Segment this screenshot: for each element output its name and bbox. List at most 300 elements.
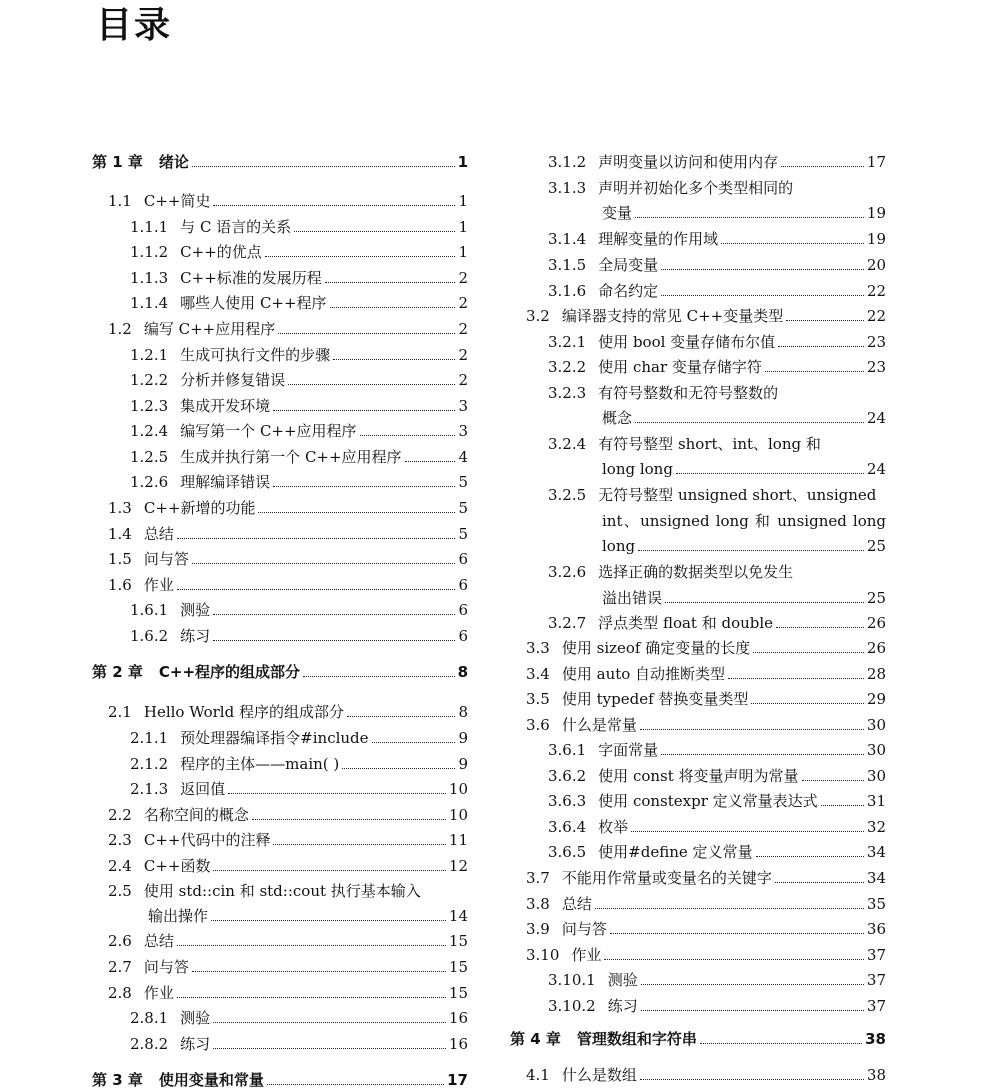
toc-page-number: 36	[866, 920, 886, 938]
toc-number: 1.6	[108, 576, 132, 594]
toc-number: 3.2.7	[548, 614, 587, 632]
toc-page-number: 12	[448, 857, 468, 875]
toc-title: 作业	[143, 576, 174, 594]
toc-number: 3.3	[526, 639, 550, 657]
toc-number: 1.5	[108, 550, 132, 568]
toc-number: 3.10	[526, 946, 560, 964]
toc-number: 1.6.1	[130, 601, 169, 619]
toc-page-number: 22	[866, 307, 886, 325]
toc-title: 使用变量和常量	[158, 1071, 264, 1089]
toc-entry-continuation[interactable]	[602, 460, 886, 478]
toc-title: 哪些人使用 C++程序	[180, 294, 327, 312]
dot-leader	[638, 550, 864, 551]
dot-leader	[177, 538, 456, 539]
toc-page-number: 2	[458, 371, 468, 389]
toc-entry-section[interactable]	[108, 857, 468, 875]
toc-title: 使用 char 变量存储字符	[598, 358, 762, 376]
toc-entry-sub[interactable]	[548, 179, 793, 197]
toc-title: 声明并初始化多个类型相同的	[598, 179, 794, 197]
toc-entry-sub[interactable]	[548, 767, 886, 785]
dot-leader	[192, 563, 456, 564]
toc-page-number: 37	[866, 946, 886, 964]
toc-number: 1.1.4	[130, 294, 169, 312]
toc-number: 2.1.3	[130, 780, 169, 798]
toc-number: 3.6.1	[548, 741, 587, 759]
toc-title: 使用 sizeof 确定变量的长度	[561, 639, 751, 657]
toc-page-number: 2	[458, 320, 468, 338]
toc-number: 3.2.6	[548, 563, 587, 581]
toc-entry-continuation[interactable]	[602, 409, 886, 427]
dot-leader	[213, 1022, 446, 1023]
toc-entry-sub[interactable]	[130, 422, 468, 440]
toc-entry-sub[interactable]	[548, 741, 886, 759]
dot-leader	[347, 716, 455, 717]
toc-title: C++代码中的注释	[143, 831, 271, 849]
toc-page-number: 1	[457, 153, 468, 171]
toc-entry-sub[interactable]	[130, 294, 468, 312]
toc-number: 1.3	[108, 499, 132, 517]
toc-entry-section[interactable]	[108, 932, 468, 950]
toc-page-number: 30	[866, 767, 886, 785]
toc-entry-section[interactable]	[108, 703, 468, 721]
toc-entry-section[interactable]	[526, 665, 886, 683]
toc-entry-section[interactable]	[108, 550, 468, 568]
dot-leader	[213, 640, 455, 641]
dot-leader	[610, 933, 864, 934]
toc-entry-sub[interactable]	[130, 269, 468, 287]
toc-page-number: 9	[458, 755, 468, 773]
toc-number: 2.8.1	[130, 1009, 169, 1027]
toc-page-number: 8	[458, 703, 468, 721]
toc-number: 1.6.2	[130, 627, 169, 645]
toc-page-number: 32	[866, 818, 886, 836]
toc-entry-sub[interactable]	[130, 1035, 468, 1053]
toc-entry-section[interactable]	[108, 320, 468, 338]
toc-page-number: 23	[866, 333, 886, 351]
toc-page-number: 16	[448, 1009, 468, 1027]
toc-number: 1.4	[108, 525, 132, 543]
toc-page-number: 23	[866, 358, 886, 376]
dot-leader	[273, 410, 455, 411]
toc-title: C++函数	[143, 857, 211, 875]
dot-leader	[728, 678, 864, 679]
toc-page-number: 5	[458, 473, 468, 491]
toc-entry-sub[interactable]	[130, 755, 468, 773]
toc-page-number: 5	[458, 525, 468, 543]
toc-title: 编写第一个 C++应用程序	[180, 422, 357, 440]
toc-entry-sub[interactable]	[130, 601, 468, 619]
toc-entry-section[interactable]	[108, 576, 468, 594]
toc-number: 3.1.5	[548, 256, 587, 274]
toc-entry-sub[interactable]	[130, 218, 468, 236]
toc-page-number: 3	[458, 397, 468, 415]
toc-entry-sub[interactable]	[548, 384, 778, 402]
dot-leader	[821, 805, 864, 806]
dot-leader	[325, 282, 456, 283]
toc-entry-section[interactable]	[526, 895, 886, 913]
toc-number: 3.2	[526, 307, 550, 325]
toc-entry-section[interactable]	[108, 525, 468, 543]
toc-title: 问与答	[143, 550, 189, 568]
toc-title: 练习	[607, 997, 638, 1015]
dot-leader	[177, 945, 446, 946]
toc-page-number: 11	[448, 831, 468, 849]
toc-number: 第 4 章	[510, 1030, 561, 1048]
dot-leader	[665, 602, 864, 603]
toc-title: 浮点类型 float 和 double	[598, 614, 774, 632]
dot-leader	[273, 844, 445, 845]
toc-entry-sub[interactable]	[548, 971, 886, 989]
toc-entry-sub[interactable]	[548, 563, 793, 581]
toc-number: 1.2	[108, 320, 132, 338]
toc-entry-section[interactable]	[526, 920, 886, 938]
toc-entry-sub[interactable]	[130, 473, 468, 491]
toc-number: 3.6.4	[548, 818, 587, 836]
toc-page-number: 24	[866, 409, 886, 427]
toc-page-number: 14	[448, 907, 468, 925]
toc-title: 使用 constexpr 定义常量表达式	[598, 792, 818, 810]
toc-number: 3.6.5	[548, 843, 587, 861]
toc-number: 2.8.2	[130, 1035, 169, 1053]
toc-number: 1.2.3	[130, 397, 169, 415]
toc-number: 3.5	[526, 690, 550, 708]
dot-leader	[700, 1043, 862, 1044]
toc-entry-sub[interactable]	[548, 818, 886, 836]
toc-page-number: 24	[866, 460, 886, 478]
toc-page-number: 31	[866, 792, 886, 810]
toc-entry-sub[interactable]	[130, 371, 468, 389]
toc-entry-section[interactable]	[526, 307, 886, 325]
toc-title: 返回值	[180, 780, 226, 798]
dot-leader	[781, 166, 864, 167]
toc-page-number: 25	[866, 537, 886, 555]
dot-leader	[753, 652, 864, 653]
dot-leader	[330, 307, 456, 308]
toc-title: 作业	[143, 984, 174, 1002]
toc-page-number: 2	[458, 346, 468, 364]
toc-title: 测验	[180, 601, 211, 619]
toc-number: 第 2 章	[92, 663, 143, 681]
dot-leader	[177, 997, 446, 998]
toc-page-number: 6	[458, 601, 468, 619]
toc-title-continuation: long long	[602, 460, 673, 478]
toc-page-number: 6	[458, 627, 468, 645]
toc-number: 2.5	[108, 882, 132, 900]
toc-entry-sub[interactable]	[130, 448, 468, 466]
toc-entry-section[interactable]	[526, 869, 886, 887]
toc-title: 绪论	[158, 153, 189, 171]
toc-number: 3.10.1	[548, 971, 596, 989]
toc-title: 预处理器编译指令#include	[180, 729, 369, 747]
toc-page-number: 16	[448, 1035, 468, 1053]
toc-title: 总结	[143, 932, 174, 950]
toc-entry-chapter[interactable]	[92, 1071, 468, 1089]
toc-entry-section[interactable]	[526, 716, 886, 734]
toc-number: 3.9	[526, 920, 550, 938]
toc-number: 3.8	[526, 895, 550, 913]
toc-number: 1.1.3	[130, 269, 169, 287]
toc-entry-continuation[interactable]	[148, 907, 468, 925]
toc-entry-section[interactable]	[526, 690, 886, 708]
toc-page-number: 9	[458, 729, 468, 747]
dot-leader	[333, 359, 455, 360]
toc-number: 3.6.3	[548, 792, 587, 810]
toc-number: 第 3 章	[92, 1071, 143, 1089]
dot-leader	[342, 768, 455, 769]
toc-number: 1.2.4	[130, 422, 169, 440]
toc-number: 2.8	[108, 984, 132, 1002]
toc-page-number: 29	[866, 690, 886, 708]
toc-entry-sub[interactable]	[548, 333, 886, 351]
toc-number: 1.1	[108, 192, 132, 210]
dot-leader	[635, 217, 864, 218]
toc-number: 1.2.5	[130, 448, 169, 466]
toc-entry-sub[interactable]	[548, 153, 886, 171]
toc-number: 2.3	[108, 831, 132, 849]
dot-leader	[192, 166, 455, 167]
dot-leader	[213, 614, 455, 615]
toc-entry-sub[interactable]	[130, 397, 468, 415]
toc-number: 2.6	[108, 932, 132, 950]
toc-title: 编译器支持的常见 C++变量类型	[561, 307, 784, 325]
toc-entry-sub[interactable]	[548, 435, 821, 453]
dot-leader	[258, 512, 455, 513]
toc-number: 2.2	[108, 806, 132, 824]
toc-title: C++简史	[143, 192, 211, 210]
toc-entry-section[interactable]	[108, 958, 468, 976]
toc-entry-section[interactable]	[108, 984, 468, 1002]
dot-leader	[635, 422, 864, 423]
toc-title: C++标准的发展历程	[180, 269, 322, 287]
toc-number: 3.2.5	[548, 486, 587, 504]
toc-entry-sub[interactable]	[130, 627, 468, 645]
toc-title: 什么是常量	[561, 716, 637, 734]
toc-number: 1.2.1	[130, 346, 169, 364]
toc-title: 练习	[180, 1035, 211, 1053]
toc-title: 无符号整型 unsigned short、unsigned	[598, 486, 877, 504]
toc-entry-section[interactable]	[108, 806, 468, 824]
dot-leader	[751, 703, 863, 704]
toc-number: 3.4	[526, 665, 550, 683]
toc-number: 3.2.4	[548, 435, 587, 453]
toc-entry-sub[interactable]	[548, 843, 886, 861]
toc-entry-sub[interactable]	[548, 358, 886, 376]
toc-title: 使用 bool 变量存储布尔值	[598, 333, 776, 351]
toc-title: 总结	[143, 525, 174, 543]
toc-entry-sub[interactable]	[548, 486, 876, 504]
toc-title: 生成可执行文件的步骤	[180, 346, 331, 364]
toc-number: 3.1.6	[548, 282, 587, 300]
toc-title: 总结	[561, 895, 592, 913]
toc-page-number: 10	[448, 780, 468, 798]
toc-entry-sub[interactable]	[548, 282, 886, 300]
toc-page-number: 25	[866, 589, 886, 607]
toc-title-continuation: 概念	[602, 409, 633, 427]
toc-number: 1.2.2	[130, 371, 169, 389]
toc-entry-chapter[interactable]	[92, 663, 468, 681]
toc-title: 集成开发环境	[180, 397, 271, 415]
toc-number: 3.1.3	[548, 179, 587, 197]
toc-title-continuation: int、unsigned long 和 unsigned long	[602, 512, 886, 530]
toc-page-number: 19	[866, 204, 886, 222]
toc-title: 问与答	[143, 958, 189, 976]
toc-page-number: 37	[866, 971, 886, 989]
toc-title: 命名约定	[598, 282, 659, 300]
toc-entry-section[interactable]	[108, 882, 421, 900]
toc-page-number: 34	[866, 843, 886, 861]
toc-page-number: 30	[866, 716, 886, 734]
toc-entry-section[interactable]	[526, 946, 886, 964]
toc-entry-sub[interactable]	[548, 614, 886, 632]
toc-entry-chapter[interactable]	[92, 153, 468, 171]
toc-title: 编写 C++应用程序	[143, 320, 276, 338]
dot-leader	[765, 371, 864, 372]
toc-page-number: 1	[458, 243, 468, 261]
toc-page-number: 6	[458, 550, 468, 568]
toc-title: 字面常量	[598, 741, 659, 759]
toc-entry-sub[interactable]	[130, 243, 468, 261]
toc-number: 3.6.2	[548, 767, 587, 785]
dot-leader	[778, 346, 864, 347]
toc-page-number: 37	[866, 997, 886, 1015]
page-title: 目录	[96, 5, 173, 46]
toc-number: 第 1 章	[92, 153, 143, 171]
toc-entry-sub[interactable]	[548, 792, 886, 810]
toc-title: 管理数组和字符串	[576, 1030, 697, 1048]
toc-number: 3.7	[526, 869, 550, 887]
toc-entry-sub[interactable]	[130, 729, 468, 747]
toc-number: 1.1.2	[130, 243, 169, 261]
toc-number: 1.1.1	[130, 218, 169, 236]
dot-leader	[676, 473, 864, 474]
toc-entry-continuation[interactable]	[602, 204, 886, 222]
toc-entry-sub[interactable]	[548, 230, 886, 248]
toc-entry-sub[interactable]	[548, 997, 886, 1015]
toc-page-number: 38	[866, 1066, 886, 1084]
toc-page-number: 15	[448, 932, 468, 950]
toc-title: 与 C 语言的关系	[180, 218, 292, 236]
dot-leader	[213, 205, 455, 206]
dot-leader	[775, 882, 864, 883]
toc-page-number: 30	[866, 741, 886, 759]
toc-page-number: 1	[458, 192, 468, 210]
toc-number: 2.4	[108, 857, 132, 875]
toc-entry-section[interactable]	[108, 831, 468, 849]
toc-page-number: 15	[448, 958, 468, 976]
toc-title: 练习	[180, 627, 211, 645]
toc-title: 作业	[571, 946, 602, 964]
dot-leader	[252, 819, 446, 820]
toc-entry-continuation[interactable]	[602, 537, 886, 555]
dot-leader	[640, 729, 864, 730]
dot-leader	[661, 754, 864, 755]
dot-leader	[776, 627, 864, 628]
toc-title-continuation: 输出操作	[148, 907, 209, 925]
dot-leader	[192, 971, 446, 972]
toc-page-number: 17	[866, 153, 886, 171]
toc-page-number: 6	[458, 576, 468, 594]
toc-entry-chapter[interactable]	[510, 1030, 886, 1048]
dot-leader	[372, 742, 456, 743]
toc-title: 使用#define 定义常量	[598, 843, 753, 861]
toc-entry-section[interactable]	[108, 192, 468, 210]
dot-leader	[661, 269, 864, 270]
dot-leader	[802, 780, 864, 781]
toc-entry-section[interactable]	[526, 639, 886, 657]
toc-entry-sub[interactable]	[548, 256, 886, 274]
toc-page-number: 35	[866, 895, 886, 913]
dot-leader	[213, 1048, 446, 1049]
toc-title: 理解编译错误	[180, 473, 271, 491]
dot-leader	[641, 1010, 864, 1011]
toc-title: C++的优点	[180, 243, 262, 261]
dot-leader	[294, 231, 455, 232]
toc-title: 不能用作常量或变量名的关键字	[561, 869, 772, 887]
toc-title: C++新增的功能	[143, 499, 256, 517]
toc-number: 3.1.2	[548, 153, 587, 171]
toc-page-number: 10	[448, 806, 468, 824]
toc-number: 2.7	[108, 958, 132, 976]
toc-title: 生成并执行第一个 C++应用程序	[180, 448, 402, 466]
toc-title: 名称空间的概念	[143, 806, 249, 824]
toc-page-number: 20	[866, 256, 886, 274]
dot-leader	[786, 320, 864, 321]
toc-title: 使用 typedef 替换变量类型	[561, 690, 749, 708]
toc-title: 程序的主体——main( )	[180, 755, 340, 773]
toc-page-number: 2	[458, 269, 468, 287]
toc-title-continuation: long	[602, 537, 636, 555]
toc-entry-continuation[interactable]	[602, 589, 886, 607]
dot-leader	[721, 243, 864, 244]
dot-leader	[228, 793, 446, 794]
dot-leader	[604, 959, 863, 960]
toc-title: 理解变量的作用域	[598, 230, 719, 248]
toc-page-number: 34	[866, 869, 886, 887]
toc-title: 使用 std::cin 和 std::cout 执行基本输入	[143, 882, 421, 900]
dot-leader	[213, 870, 445, 871]
toc-number: 3.2.1	[548, 333, 587, 351]
dot-leader	[267, 1084, 444, 1085]
toc-title: 声明变量以访问和使用内存	[598, 153, 779, 171]
toc-entry-section[interactable]	[526, 1066, 886, 1084]
toc-title: 有符号整数和无符号整数的	[598, 384, 779, 402]
toc-number: 1.2.6	[130, 473, 169, 491]
toc-title: 枚举	[598, 818, 629, 836]
toc-page-number: 4	[458, 448, 468, 466]
toc-page-number: 19	[866, 230, 886, 248]
dot-leader	[303, 676, 455, 677]
toc-title: 什么是数组	[561, 1066, 637, 1084]
toc-entry-sub[interactable]	[130, 346, 468, 364]
dot-leader	[360, 435, 456, 436]
toc-title: 测验	[180, 1009, 211, 1027]
dot-leader	[756, 856, 864, 857]
toc-page-number: 26	[866, 614, 886, 632]
toc-entry-section[interactable]	[108, 499, 468, 517]
toc-title-continuation: 溢出错误	[602, 589, 663, 607]
toc-page-number: 3	[458, 422, 468, 440]
dot-leader	[595, 908, 864, 909]
toc-page-number: 15	[448, 984, 468, 1002]
toc-number: 3.6	[526, 716, 550, 734]
toc-entry-sub[interactable]	[130, 780, 468, 798]
toc-title: C++程序的组成部分	[158, 663, 301, 681]
toc-title: 有符号整型 short、int、long 和	[598, 435, 821, 453]
toc-entry-sub[interactable]	[130, 1009, 468, 1027]
toc-number: 3.2.2	[548, 358, 587, 376]
dot-leader	[265, 256, 456, 257]
toc-title: 选择正确的数据类型以免发生	[598, 563, 794, 581]
